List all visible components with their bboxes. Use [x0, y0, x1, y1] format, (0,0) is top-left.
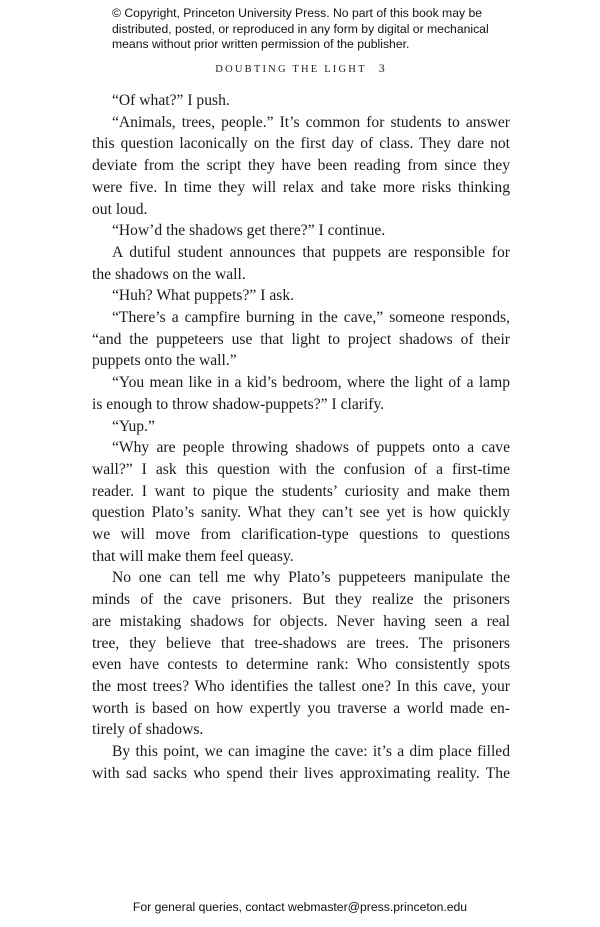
text-line: “Huh? What puppets?” I ask.: [112, 287, 295, 305]
text-line: tirely of shadows.: [92, 721, 204, 739]
copyright-line: © Copyright, Princeton University Press. No part of this book may be: [112, 6, 483, 20]
paragraph: [92, 112, 510, 221]
text-line: “Yup.”: [112, 417, 155, 435]
body-text: [92, 90, 510, 785]
paragraph: [92, 307, 510, 372]
paragraph: [92, 567, 510, 741]
text-line: “You mean like in a kid’s bedroom, where the light of a lamp: [112, 374, 510, 392]
text-line: A dutiful student announces that puppets are responsible for: [112, 243, 510, 261]
footer-contact: For general queries, contact webmaster@press.princeton.edu: [132, 900, 468, 914]
text-line: is enough to throw shadow-puppets?” I clarify.: [92, 395, 385, 413]
paragraph: [92, 220, 510, 242]
paragraph: [92, 285, 510, 307]
text-line: this question laconically on the first day of class. They dare not: [92, 135, 510, 153]
text-line: even have contests to determine rank: Who consistently spots: [92, 656, 510, 674]
text-line: with sad sacks who spend their lives approximating reality. The: [92, 764, 510, 782]
paragraph: [92, 372, 510, 415]
text-line: question Plato’s sanity. What they can’t see yet is how quickly: [92, 504, 510, 522]
text-line: worth is based on how expertly you traverse a world made en-: [92, 699, 510, 717]
copyright-notice: [112, 6, 532, 53]
text-line: “Animals, trees, people.” It’s common for students to answer: [112, 113, 510, 131]
copyright-line: distributed, posted, or reproduced in any form by digital or mechanical: [112, 21, 489, 36]
page-number: 3: [378, 61, 385, 75]
paragraph: [92, 416, 510, 438]
text-line: the shadows on the wall.: [92, 265, 246, 283]
text-line: wall?” I ask this question with the confusion of a first-time: [92, 460, 510, 478]
text-line: deviate from the script they have been reading from since they: [92, 157, 510, 175]
text-line: “and the puppeteers use that light to project shadows of their: [92, 330, 510, 348]
text-line: were five. In time they will relax and take more risks thinking: [92, 178, 510, 196]
text-line: are mistaking shadows for objects. Never having seen a real: [92, 612, 510, 630]
text-line: the most trees? Who identifies the tallest one? In this cave, your: [92, 677, 510, 695]
paragraph: [92, 437, 510, 567]
text-line: we will move from clarification-type questions to questions: [92, 526, 510, 544]
running-head-title: DOUBTING THE LIGHT: [215, 64, 367, 75]
text-line: “There’s a campfire burning in the cave,” someone responds,: [112, 309, 510, 327]
text-line: reader. I want to pique the students’ curiosity and make them: [92, 482, 510, 500]
copyright-line: means without prior written permission of the publisher.: [112, 37, 410, 51]
paragraph: [92, 741, 510, 784]
text-line: No one can tell me why Plato’s puppeteers manipulate the: [112, 569, 510, 587]
text-line: “How’d the shadows get there?” I continue.: [112, 222, 386, 240]
text-line: minds of the cave prisoners. But they realize the prisoners: [92, 591, 510, 609]
text-line: By this point, we can imagine the cave: it’s a dim place filled: [112, 743, 510, 761]
paragraph: [92, 242, 510, 285]
text-line: out loud.: [92, 200, 148, 218]
text-line: tree, they believe that tree-shadows are trees. The prisoners: [92, 634, 510, 652]
text-line: puppets onto the wall.”: [92, 352, 237, 370]
running-head: [0, 61, 600, 76]
text-line: “Why are people throwing shadows of puppets onto a cave: [112, 439, 510, 457]
text-line: that will make them feel queasy.: [92, 547, 294, 565]
text-line: “Of what?” I push.: [112, 92, 230, 109]
paragraph: [92, 90, 510, 112]
